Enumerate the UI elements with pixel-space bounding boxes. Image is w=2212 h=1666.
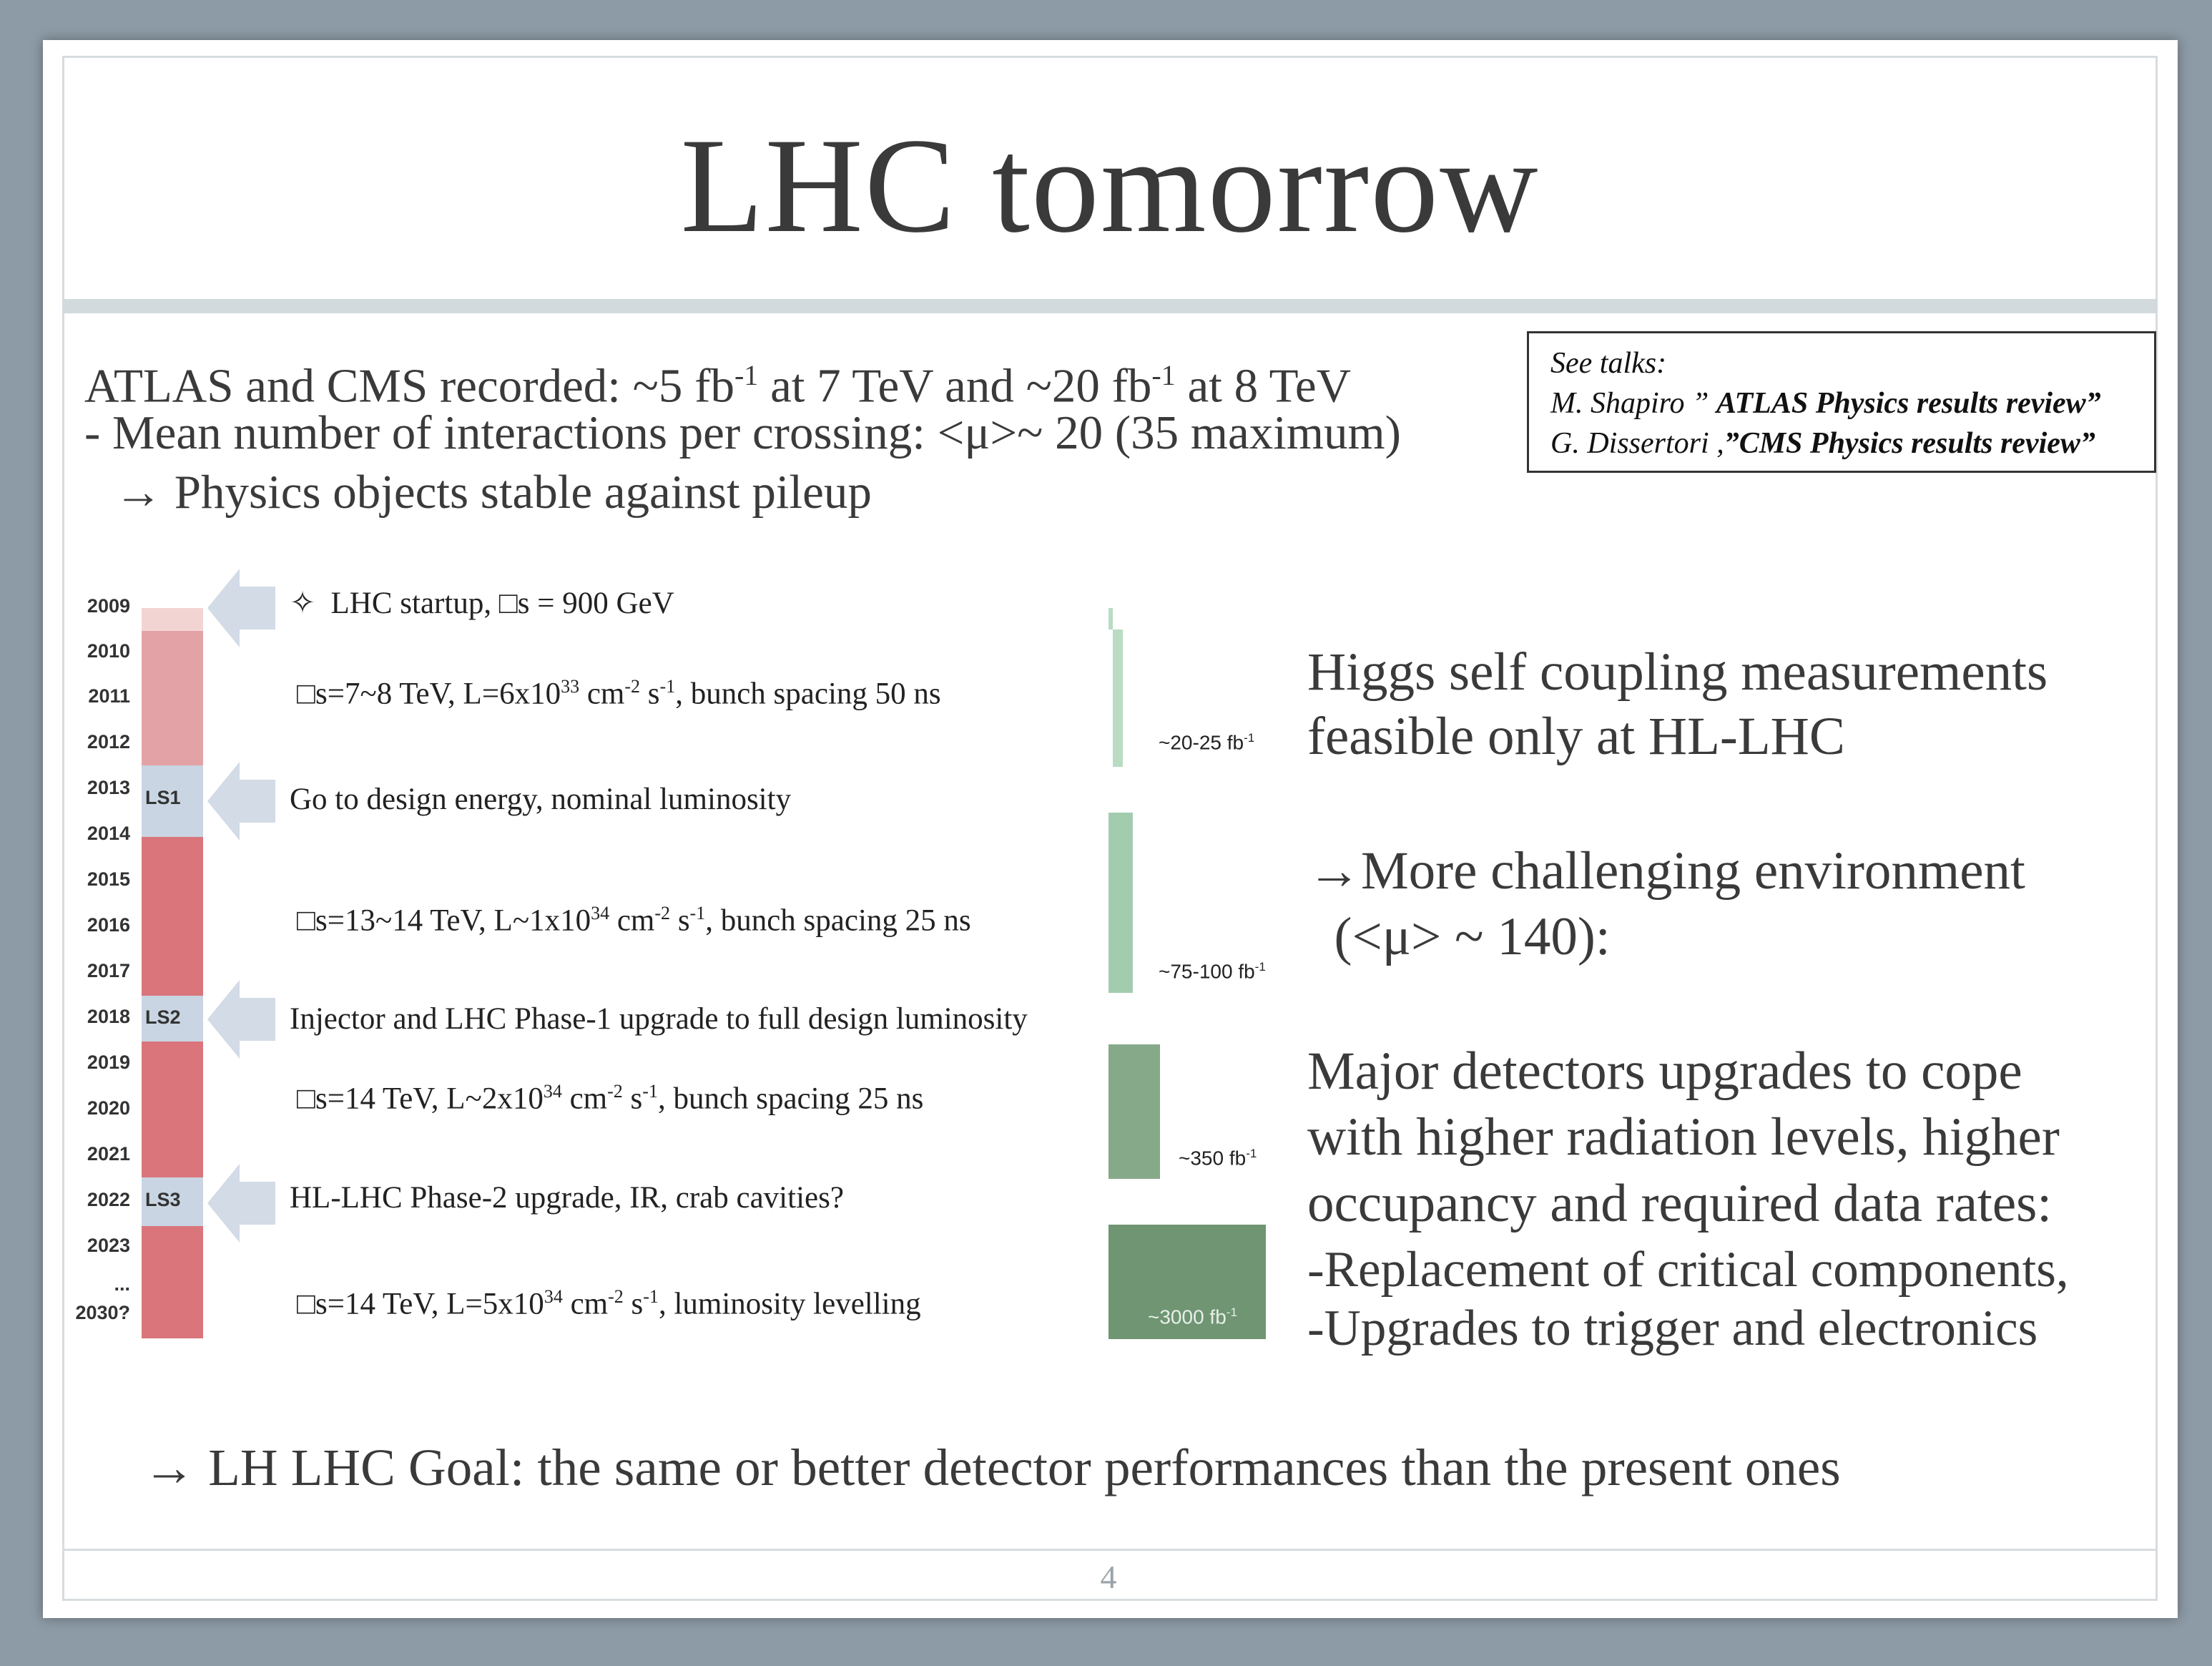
arrow-icon [207,976,286,1062]
ls2-label: LS2 [145,1006,181,1028]
year-label: 2019 [87,1052,130,1073]
event-ls2: Injector and LHC Phase-1 upgrade to full design luminosity [290,1002,1028,1036]
intro-line-3: → Physics objects stable against pileup [114,466,872,519]
environment-text-line-2: (<μ> ~ 140): [1307,907,1611,966]
talks-heading: See talks: [1550,347,1667,380]
year-label: 2012 [87,731,130,753]
star-icon: ✧ [290,587,316,620]
upgrades-text-line-4: -Replacement of critical components, [1307,1242,2069,1298]
see-talks-box [1527,331,2156,473]
upgrades-text-line-5: -Upgrades to trigger and electronics [1307,1300,2038,1356]
year-label: 2014 [87,823,130,844]
year-label: 2030? [75,1302,130,1323]
year-label: 2013 [87,777,130,798]
bar-hl-lhc [142,1226,203,1338]
year-label: 2021 [87,1143,130,1165]
lumi-bar-run1 [1113,629,1123,767]
lumi-bar-run3 [1109,1044,1160,1179]
footer-divider [62,1549,2158,1551]
lumi-label-run2: ~75-100 $fb^{-1}$ [1159,960,1266,983]
upgrades-text-line-2: with higher radiation levels, higher [1307,1107,2060,1167]
talk-item: G. Dissertori ,”CMS Physics results review” [1550,427,2095,460]
arrow-icon [207,1160,286,1246]
higgs-text-line-2: feasible only at HL-LHC [1307,707,1845,766]
year-label: 2018 [87,1006,130,1027]
slide-title: LHC tomorrow [680,111,1540,261]
year-label: 2022 [87,1189,130,1210]
year-label: 2016 [87,914,130,936]
event-run3: □s=14 TeV, $L\sim 2x10^{34}$ $cm^{-2}$ $s^{-1}$, bunch spacing 25 ns [297,1081,924,1116]
arrow-icon [207,758,286,844]
ls1-label: LS1 [145,787,181,808]
event-startup: ✧ LHC startup, □s = 900 GeV [290,587,674,620]
lumi-bar-run1 [1109,608,1113,629]
year-label: 2010 [87,640,130,662]
title-divider [62,299,2158,313]
upgrades-text-line-1: Major detectors upgrades to cope [1307,1042,2022,1101]
ls3-label: LS3 [145,1189,181,1210]
year-label: 2017 [87,960,130,981]
event-ls1: Go to design energy, nominal luminosity [290,783,792,816]
intro-line-2: - Mean number of interactions per crossing: <μ>~ 20 (35 maximum) [84,406,1401,459]
upgrades-text-line-3: occupancy and required data rates: [1307,1174,2053,1233]
higgs-text-line-1: Higgs self coupling measurements [1307,642,2048,702]
lumi-bar-run2 [1109,813,1133,993]
year-label: 2009 [87,595,130,617]
year-label: 2011 [88,685,130,707]
arrow-icon [207,565,286,651]
year-label: 2015 [87,868,130,890]
bar-startup [142,608,203,631]
year-label: ... [114,1273,130,1295]
goal-statement: → LH LHC Goal: the same or better detector performances than the present ones [143,1439,1841,1496]
bar-run3 [142,1042,203,1177]
bar-run2 [142,837,203,996]
lumi-label-run3: ~350 $fb^{-1}$ [1179,1147,1257,1170]
event-run2: □s=13~14 TeV, $L\sim 1x10^{34}$ $cm^{-2}$ $s^{-1}$, bunch spacing 25 ns [297,903,971,938]
environment-text-line-1: →More challenging environment [1307,841,2025,901]
talk-item: M. Shapiro ” ATLAS Physics results review” [1550,387,2101,420]
year-label: 2020 [87,1097,130,1119]
event-run1: □s=7~8 TeV, $L=6x10^{33}$ $cm^{-2}$ $s^{-1}$, bunch spacing 50 ns [297,676,941,711]
event-ls3: HL-LHC Phase-2 upgrade, IR, crab cavities? [290,1181,844,1215]
event-hl-lhc: □s=14 TeV, $L=5x10^{34}$ $cm^{-2}$ $s^{-1}$, luminosity levelling [297,1286,921,1321]
year-label: 2023 [87,1235,130,1256]
intro-line-1: ATLAS and CMS recorded: ~5 $fb^{-1}$ at 7 TeV and ~20 $fb^{-1}$ at 8 TeV [84,359,1352,413]
bar-run1 [142,631,203,765]
page-number: 4 [1100,1559,1117,1595]
lumi-label-hl-lhc: ~3000 $fb^{-1}$ [1148,1305,1237,1328]
lumi-label-run1: ~20-25 $fb^{-1}$ [1159,731,1255,754]
